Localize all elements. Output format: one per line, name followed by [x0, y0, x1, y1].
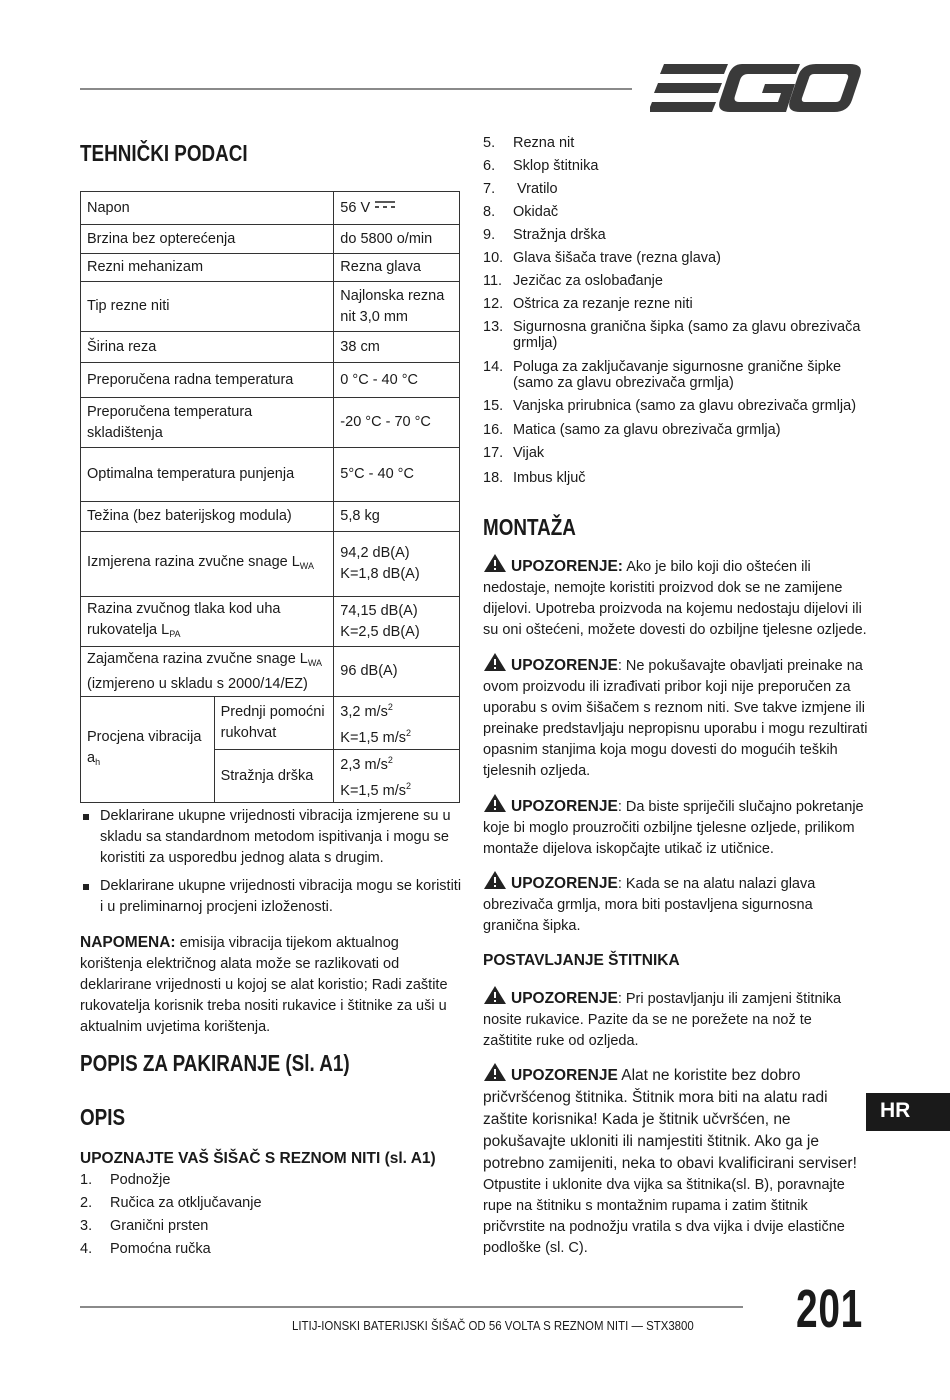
spec-value: 74,15 dB(A) K=2,5 dB(A)	[334, 597, 460, 647]
table-row	[81, 697, 460, 750]
warning-block: UPOZORENJE: Da biste spriječili slučajno pokretanje koje bi moglo prouzročiti ozbiljne tjelesne ozljede, prilikom montaže dijelova iskopčajte utikač iz utičnice.	[483, 793, 868, 860]
table-row	[81, 192, 460, 225]
note-label: NAPOMENA:	[80, 934, 176, 951]
list-item: Deklarirane ukupne vrijednosti vibracija mogu se koristiti i u preliminarnoj procjeni izloženosti.	[80, 876, 462, 918]
spec-value: -20 °C - 70 °C	[334, 398, 460, 448]
spec-label: Tip rezne niti	[81, 282, 334, 332]
parts-list-left: 1. Podnožje 2. Ručica za otključavanje 3. Granični prsten 4. Pomoćna ručka	[80, 1172, 262, 1257]
bullet-square-icon	[83, 814, 89, 820]
table-row	[81, 647, 460, 697]
warning-block: UPOZORENJE Alat ne koristite bez dobro pričvršćenog štitnika. Štitnik mora biti na alatu radi zaštite korisnika! Kada je štitnik učvršćen, ne pokušavajte ukloniti ili namjestiti štitnik. Ako ga je potrebno zamijeniti, neka to obavi kvalificirani serviser! Otpustite i uklonite dva vijka sa štitnika(sl. B), poravnajte rupe na štitniku s montažnim rupama i zatim štitnik pričvrstite na podnožju vratila s dva vijka i dvije elastične podloške (sl. C).	[483, 1062, 861, 1259]
spec-label: Rezni mehanizam	[81, 254, 334, 282]
table-row	[81, 282, 460, 332]
warning-triangle-icon	[483, 870, 507, 890]
table-row	[81, 502, 460, 532]
spec-label: Napon	[81, 192, 334, 225]
page-number: 201	[796, 1279, 864, 1339]
spec-value: 94,2 dB(A) K=1,8 dB(A)	[334, 532, 460, 597]
warning-triangle-icon	[483, 553, 507, 573]
warning-block: UPOZORENJE: Pri postavljanju ili zamjeni štitnika nosite rukavice. Pazite da se ne porežete na nož te zaštitite ruke od ozljeda.	[483, 985, 853, 1052]
spec-label: Optimalna temperatura punjenja	[81, 448, 334, 502]
assembly-title: MONTAŽA	[483, 514, 576, 540]
spec-value: do 5800 o/min	[334, 225, 460, 254]
dc-symbol-icon	[374, 200, 396, 210]
ego-logo	[650, 62, 862, 114]
table-row	[81, 448, 460, 502]
bullet-square-icon	[83, 884, 89, 890]
table-row	[81, 332, 460, 363]
table-row	[81, 532, 460, 597]
table-row	[81, 398, 460, 448]
table-row	[81, 254, 460, 282]
description-title: OPIS	[80, 1104, 126, 1130]
spec-label: Razina zvučnog tlaka kod uha rukovatelja $L_{PA}$	[81, 597, 334, 647]
footer-text: LITIJ-IONSKI BATERIJSKI ŠIŠAČ OD 56 VOLTA S REZNOM NITI — STX3800	[292, 1318, 694, 1333]
packing-list-title: POPIS ZA PAKIRANJE (Sl. A1)	[80, 1050, 350, 1076]
header-rule	[80, 88, 632, 90]
know-your-trimmer-title: UPOZNAJTE VAŠ ŠIŠAČ S REZNOM NITI (sl. A1)	[80, 1150, 436, 1167]
tech-data-title: TEHNIČKI PODACI	[80, 140, 248, 166]
guard-installation-title: POSTAVLJANJE ŠTITNIKA	[483, 952, 680, 969]
spec-label: Brzina bez opterećenja	[81, 225, 334, 254]
warning-triangle-icon	[483, 652, 507, 672]
spec-sublabel: Stražnja drška	[214, 750, 334, 803]
spec-label: Izmjerena razina zvučne snage $L_{WA}$	[81, 532, 334, 597]
warning-triangle-icon	[483, 1062, 507, 1082]
spec-label: Zajamčena razina zvučne snage $L_{WA}$ (izmjereno u skladu s 2000/14/EZ)	[81, 647, 334, 697]
note-paragraph	[80, 932, 455, 1038]
spec-table	[80, 191, 460, 803]
note-text: emisija vibracija tijekom aktualnog korištenja električnog alata može se razlikovati od deklarirane vrijednosti u kojoj se alat koristio; Radi zaštite rukovatelja korisnik treba nositi rukavice i štitnike za uši u aktualnim uvjetima korištenja.	[80, 935, 448, 1035]
spec-value: 96 dB(A)	[334, 647, 460, 697]
list-item: Deklarirane ukupne vrijednosti vibracija izmjerene su u skladu sa standardnom metodom ispitivanja i mogu se koristiti za usporedbu jednog alata s drugim.	[80, 806, 462, 869]
spec-label: Preporučena radna temperatura	[81, 363, 334, 398]
spec-label: Preporučena temperatura skladištenja	[81, 398, 334, 448]
spec-value: 38 cm	[334, 332, 460, 363]
spec-value: 3,2 $m/s^2$ K=1,5 $m/s^2$	[334, 697, 460, 750]
spec-value: 5,8 kg	[334, 502, 460, 532]
table-row	[81, 225, 460, 254]
spec-sublabel: Prednji pomoćni rukohvat	[214, 697, 334, 750]
spec-label: Širina reza	[81, 332, 334, 363]
spec-value: 2,3 $m/s^2$ K=1,5 $m/s^2$	[334, 750, 460, 803]
warning-triangle-icon	[483, 985, 507, 1005]
table-row	[81, 597, 460, 647]
parts-list-right: 5. Rezna nit 6. Sklop štitnika 7. Vratilo 8. Okidač 9. Stražnja drška 10. Glava šišača trave (rezna glava) 11. Jezičac za oslobađanje 12. Oštrica za rezanje rezne niti 13. Sigurnosna granična šipka (samo za glavu obrezivača grmlja) 14. Poluga za zaključavanje sigurnosne granične šipke (samo za glavu obrezivača grmlja) 15. Vanjska prirubnica (samo za glavu obrezivača grmlja) 16. Matica (samo za glavu obrezivača grmlja) 17. Vijak 18. Imbus ključ	[483, 135, 861, 486]
vibration-notes	[80, 806, 462, 925]
warning-triangle-icon	[483, 793, 507, 813]
spec-label: Procjena vibracija $a_h$	[81, 697, 215, 803]
table-row	[81, 363, 460, 398]
spec-value: 5°C - 40 °C	[334, 448, 460, 502]
language-tab: HR	[866, 1093, 950, 1131]
footer-rule	[80, 1306, 743, 1308]
warning-block: UPOZORENJE: Ne pokušavajte obavljati preinake na ovom proizvodu ili izrađivati pribor koji nije preporučen za uporabu s ovim šišačem s reznom niti. Sve takve izmjene ili preinake predstavljaju nepropisnu uporabu i mogu rezultirati opasnim stanjima koja mogu dovesti do mogućih teških tjelesnih ozljeda.	[483, 652, 868, 782]
spec-value: Rezna glava	[334, 254, 460, 282]
warning-block: UPOZORENJE: Ako je bilo koji dio oštećen ili nedostaje, nemojte koristiti proizvod dok se ne zamijene dijelovi. Upotreba proizvoda na kojemu nedostaju dijelovi ili su oni oštećeni, možete dovesti do ozbiljne tjelesne ozljede.	[483, 553, 868, 641]
spec-label: Težina (bez baterijskog modula)	[81, 502, 334, 532]
spec-value: 56 V	[334, 192, 460, 225]
spec-value: Najlonska rezna nit 3,0 mm	[334, 282, 460, 332]
warning-block: UPOZORENJE: Kada se na alatu nalazi glava obrezivača grmlja, mora biti postavljena sigurnosna granična šipka.	[483, 870, 833, 937]
spec-value: 0 °C - 40 °C	[334, 363, 460, 398]
